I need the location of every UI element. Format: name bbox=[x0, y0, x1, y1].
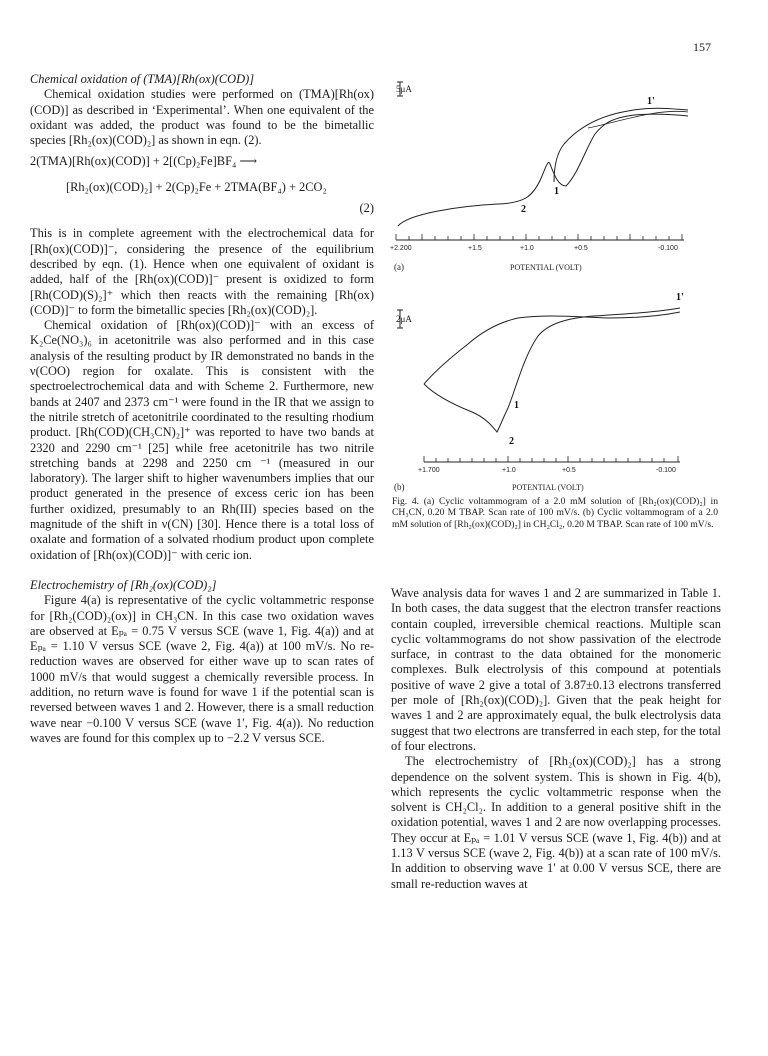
panel-b-label: (b) bbox=[394, 482, 405, 492]
panel-a-tick-label: -0.100 bbox=[658, 245, 678, 252]
right-column bbox=[391, 586, 721, 892]
panel-b-wave-label: 1' bbox=[676, 292, 684, 303]
panel-a-forward-trace bbox=[398, 114, 688, 226]
left-column bbox=[30, 72, 374, 746]
panel-b-wave-label: 2 bbox=[509, 436, 514, 447]
panel-b-reverse-trace bbox=[424, 308, 680, 432]
panel-b-scale-label: 2μA bbox=[396, 314, 412, 324]
panel-b-tick-label: -0.100 bbox=[656, 467, 676, 474]
panel-b-forward-trace bbox=[424, 312, 680, 384]
section-title-chemical-oxidation: Chemical oxidation of (TMA)[Rh(ox)(COD)] bbox=[30, 72, 255, 86]
panel-a-tick-label: +1.0 bbox=[520, 245, 534, 252]
paragraph: Chemical oxidation studies were performed on (TMA)[Rh(ox)(COD)] as described in ‘Experimental’. When one equivalent of the oxidant was added, the product was found to be the bimetallic species [Rh₂(ox)(COD)₂] as shown in eqn. (2). bbox=[30, 87, 374, 148]
panel-b-scale-bar bbox=[396, 310, 412, 328]
panel-a-wave-label: 1' bbox=[647, 96, 655, 107]
equation-line: [Rh₂(ox)(COD)₂] + 2(Cp)₂Fe + 2TMA(BF₄) + 2CO₂ bbox=[66, 179, 327, 194]
page-number: 157 bbox=[693, 40, 711, 54]
paragraph: Wave analysis data for waves 1 and 2 are summarized in Table 1. In both cases, the data suggest that the electron transfer reactions contain coupled, irreversible chemical reactions. Multiple scan cyclic voltammograms do not show passivation of the electrode surface, in contrast to the data obtained for the monomeric complexes. Bulk electrolysis of this compound at potentials positive of wave 2 give a total of 3.87±0.13 electrons transferred per mole of [Rh₂(ox)(COD)₂]. Given that the peak height for waves 1 and 2 are approximately equal, the bulk electrolysis data suggest that two electrons are transferred in each step, for the total of four electrons. bbox=[391, 586, 721, 753]
panel-a-wave-label: 2 bbox=[521, 204, 526, 215]
panel-a-scale-bar bbox=[396, 82, 412, 96]
panel-b-wave-label: 1 bbox=[514, 400, 519, 411]
equation-2 bbox=[30, 154, 374, 216]
panel-a-axis-title: POTENTIAL (VOLT) bbox=[510, 263, 582, 272]
cyclic-voltammogram-plots bbox=[388, 78, 722, 496]
panel-a-tick-label: +1.5 bbox=[468, 245, 482, 252]
paragraph: Chemical oxidation of [Rh(ox)(COD)]⁻ with an excess of K₂Ce(NO₃)₆ in acetonitrile was also performed and in this case analysis of the resulting product by IR demonstrated no bands in the ν(COO) region for oxalate. This is consistent with the spectroelectrochemical data and with Scheme 2. Furthermore, new bands at 2407 and 2373 cm⁻¹ were found in the IR that we assign to the nitrile stretch of acetonitrile coordinated to the resulting rhodium product. [Rh(COD)(CH₃CN)₂]⁺ was reported to have two bands at 2320 and 2290 cm⁻¹ [25] while free acetonitrile has two nitrile stretching bands at 2298 and 2250 cm ⁻¹ (measured in our laboratory). The larger shift to higher wavenumbers implies that our product generated in the presence of excess ceric ion has been further oxidized, presumably to an Rh(III) species based on the magnitude of the shift in ν(CN) [30]. Hence there is a total loss of oxalate and formation of a solvated rhodium product upon complete oxidation of [Rh(ox)(COD)]⁻ with ceric ion. bbox=[30, 318, 374, 562]
panel-a-tick-label: +2.200 bbox=[390, 245, 412, 252]
figure-caption: Fig. 4. (a) Cyclic voltammogram of a 2.0 mM solution of [Rh₂(ox)(COD)₂] in CH₃CN, 0.20 M TBAP. Scan rate of 100 mV/s. (b) Cyclic voltammogram of a 2.0 mM solution of [Rh₂(ox)(COD)₂] in CH₂Cl₂, 0.20 M TBAP. Scan rate of 100 mV/s. bbox=[392, 496, 718, 530]
paragraph: Figure 4(a) is representative of the cyclic voltammetric response for [Rh₂(COD)₂(ox)] in CH₃CN. In this case two oxidation waves are observed at Eₚₐ = 0.75 V versus SCE (wave 1, Fig. 4(a)) and at Eₚₐ = 1.10 V versus SCE (wave 2, Fig. 4(a)) at 100 mV/s. No re-reduction waves are observed for either wave up to scan rates of 1000 mV/s that would suggest a chemically reversible process. In addition, no return wave is found for wave 1 if the potential scan is reversed between waves 1 and 2. However, there is a small reduction wave near −0.100 V versus SCE (wave 1′, Fig. 4(a)). No reduction waves are found for this complex up to −2.2 V versus SCE. bbox=[30, 593, 374, 745]
figure-4 bbox=[388, 78, 722, 578]
panel-b-tick-label: +1.0 bbox=[502, 467, 516, 474]
panel-b-tick-label: +1.700 bbox=[418, 467, 440, 474]
paragraph: The electrochemistry of [Rh₂(ox)(COD)₂] has a strong dependence on the solvent system. This is shown in Fig. 4(b), which represents the cyclic voltammetric response when the solvent is CH₂Cl₂. In addition to a general positive shift in the oxidation potential, waves 1 and 2 are now overlapping processes. They occur at Eₚₐ = 1.01 V versus SCE (wave 1, Fig. 4(b)) and at 1.13 V versus SCE (wave 2, Fig. 4(b)) at a scan rate of 100 mV/s. In addition to observing wave 1′ at 0.00 V versus SCE, there are small re-reduction waves at bbox=[391, 754, 721, 891]
panel-a-scale-label: 5μA bbox=[396, 84, 412, 94]
panel-a-ticks bbox=[396, 234, 682, 240]
panel-b-axis-title: POTENTIAL (VOLT) bbox=[512, 483, 584, 492]
paragraph: This is in complete agreement with the electrochemical data for [Rh(ox)(COD)]⁻, considering the presence of the equilibrium described by eqn. (1). Hence when one equivalent of oxidant is added, half of the [Rh(ox)(COD)]⁻ present is oxidized to form [Rh(COD)(S)₂]⁺ which then reacts with the remaining [Rh(ox)(COD)]⁻ to form the bimetallic species [Rh₂(ox)(COD)₂]. bbox=[30, 226, 374, 317]
panel-a-wave-label: 1 bbox=[554, 186, 559, 197]
panel-b-tick-label: +0.5 bbox=[562, 467, 576, 474]
equation-line: 2(TMA)[Rh(ox)(COD)] + 2[(Cp)₂Fe]BF₄ ⟶ bbox=[30, 154, 258, 169]
equation-number: (2) bbox=[359, 201, 374, 216]
panel-a-tick-label: +0.5 bbox=[574, 245, 588, 252]
panel-b-ticks bbox=[424, 456, 678, 462]
panel-a-label: (a) bbox=[394, 262, 404, 272]
panel-a-reverse-trace bbox=[554, 108, 688, 182]
section-title-electrochemistry: Electrochemistry of [Rh₂(ox)(COD)₂] bbox=[30, 577, 217, 592]
